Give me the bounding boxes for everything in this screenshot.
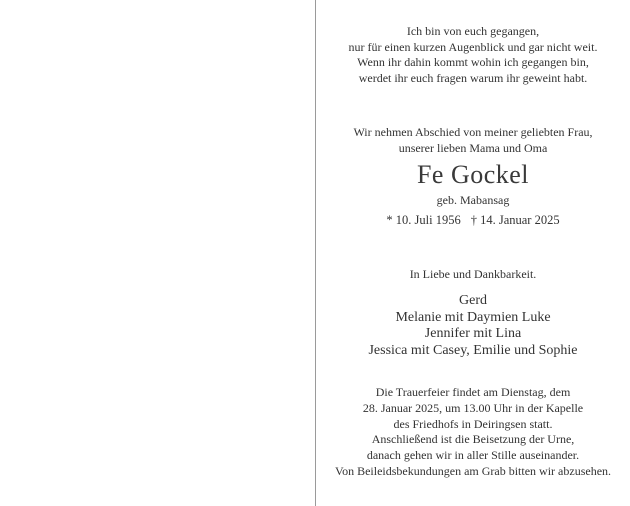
service-line: Die Trauerfeier findet am Dienstag, dem: [375, 385, 571, 399]
poem-line: Ich bin von euch gegangen,: [406, 24, 540, 38]
life-dates: [316, 212, 630, 228]
service-line: danach gehen wir in aller Stille auseinander.: [366, 448, 580, 463]
mourner-entry: Melanie mit Daymien Luke: [395, 309, 551, 325]
intro-line: Wir nehmen Abschied von meiner geliebten Frau,: [353, 125, 593, 139]
service-line: Von Beileidsbekundungen am Grab bitten wir abzusehen.: [334, 463, 612, 478]
mourner-entry: Gerd: [459, 293, 487, 308]
maiden-name: geb. Mabansag: [436, 193, 510, 207]
poem-line: Wenn ihr dahin kommt wohin ich gegangen bin,: [357, 55, 589, 69]
mourners-list: [316, 293, 630, 359]
poem-line: werdet ihr euch fragen warum ihr geweint habt.: [358, 70, 588, 85]
mourner-entry: Jessica mit Casey, Emilie und Sophie: [368, 342, 578, 358]
mourner-entry: Jennifer mit Lina: [424, 326, 522, 341]
birth-date: * 10. Juli 1956: [386, 213, 461, 227]
death-date: † 14. Januar 2025: [470, 213, 560, 227]
deceased-name: Fe Gockel: [416, 160, 530, 189]
service-line: Anschließend ist die Beisetzung der Urne,: [371, 432, 575, 447]
obituary-page: [316, 0, 630, 506]
service-line: 28. Januar 2025, um 13.00 Uhr in der Kapelle: [362, 400, 584, 415]
thanks-line: In Liebe und Dankbarkeit.: [409, 267, 537, 281]
service-details: [316, 385, 630, 480]
farewell-intro: [316, 125, 630, 156]
intro-line: unserer lieben Mama und Oma: [398, 140, 548, 155]
service-line: des Friedhofs in Deiringsen statt.: [393, 416, 553, 431]
poem-line: nur für einen kurzen Augenblick und gar nicht weit.: [348, 39, 598, 54]
poem: [316, 24, 630, 86]
